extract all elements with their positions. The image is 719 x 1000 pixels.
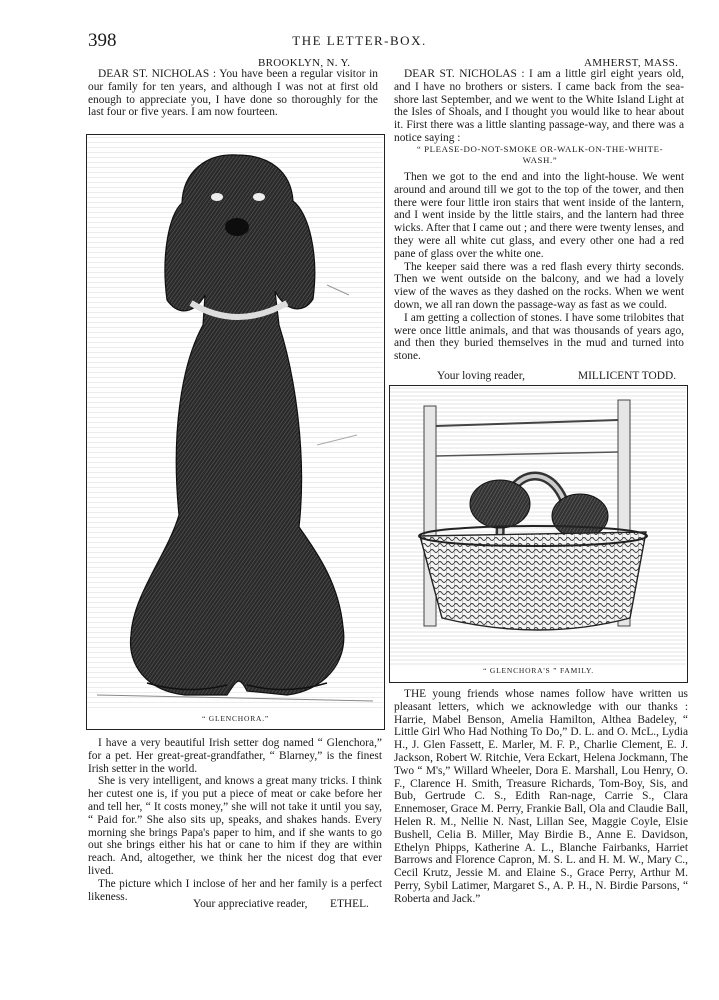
letter2-signature: MILLICENT TODD. [578, 370, 677, 382]
notice-text: “ PLEASE-DO-NOT-SMOKE OR-WALK-ON-THE-WHITE-WASH.” [416, 144, 664, 165]
page-number: 398 [88, 30, 117, 51]
dog-eye-left [211, 193, 223, 201]
glenchora-family-illustration [389, 385, 688, 683]
letter1-closing: Your appreciative reader, [193, 898, 308, 910]
letter2-salutation: DEAR ST. NICHOLAS : [404, 68, 525, 80]
glenchora-family-caption: “ GLENCHORA'S ” FAMILY. [483, 666, 594, 675]
chair-post-left [424, 406, 436, 626]
letter1-opening [88, 68, 378, 119]
acknowledgment-names: Harrie, Mabel Benson, Amelia Hamilton, Althea Badeley, “ Little Girl Who Had Nothing To Do,” D. L. and O. McL., Lydia H., J. Glen Fassett, E. Marler, M. F. P., Charlie Clement, E. J. Jackson, Robert W. Ritchie, Vera Eckart, Helena Jockmann, The Two “ M's,” Willard Wheeler, Dora E. Marshall, Lou Henry, O. F., Clarence H. Smith, Treasure Richards, Tom-Boy, Sis, and Bub, Gertrude C. S., Edith Ran-nage, Carrie S., Clara Ennemoser, Grace M. Perry, Frankie Ball, Ola and Claudie Ball, Helen R. M., Nellie N. Nast, Lillan See, Maggie Coyle, Elsie Bushell, Celia B. Miller, May Birdie B., Anne E. Davidson, Ethelyn Phipps, Katherine A. L., Blanche Fairbanks, Harriet Barrows and Florence Capron, M. S. L. and H. M. W., Mary C., Cecil Krutz, Jessie M. and Elaine S., Grace Perry, Arthur M. Perry, Sybil Latimer, Margaret S., A. P. H., N. Birdie Parsons, “ Roberta and Jack.” [394, 713, 688, 905]
letter1-salutation: DEAR ST. NICHOLAS : [98, 68, 217, 80]
puppy-two [552, 494, 608, 538]
running-title: THE LETTER-BOX. [292, 33, 427, 48]
dog-nose [225, 218, 249, 236]
letter2-place: AMHERST, MASS. [584, 57, 679, 69]
acknowledgment-paragraph [394, 688, 688, 906]
letter1-opening-text: You have been a regular visitor in our family for ten years, and although I was not at first old enough to appreciate you, I have done so thoroughly for the last four or five years. I am now fourteen. [88, 68, 378, 119]
letter2-paragraph: Then we got to the end and into the light-house. We went around and around till we got to the top of the tower, and then there were four little iron stairs that went inside of the lantern, and I went inside by the little stairs, and the lantern had three wicks. After that I came out ; and there were twenty lenses, and they were all white cut glass, and every other one had a red pane of glass over the white one. [394, 171, 684, 260]
letter2-closing: Your loving reader, [437, 370, 525, 382]
letter1-paragraph: She is very intelligent, and knows a great many tricks. I think her cutest one is, if you put a piece of meat or cake before her and tell her, “ It costs money,” she will not take it until you say, “ Paid for.” She also sits up, speaks, and shakes hands. Every morning she brings Papa's paper to him, and if she wants to go out she brings either his hat or cane to him if they are within reach. And, altogether, we think her the nicest dog that ever lived. [88, 775, 382, 877]
letter2-paragraph: I am getting a collection of stones. I have some trilobites that were once little animals, and that was thousands of years ago, and then they buried themselves in the mud and turned into stone. [394, 311, 684, 363]
puppy-one [470, 480, 530, 528]
letter1-signature: ETHEL. [330, 898, 369, 910]
letter1-place: BROOKLYN, N. Y. [258, 57, 351, 69]
letter2-opening [394, 68, 684, 145]
letter1-paragraph: The picture which I inclose of her and her family is a perfect likeness. [88, 877, 382, 903]
dog-eye-right [253, 193, 265, 201]
letter2-body [394, 171, 684, 363]
letter2-opening-text: I am a little girl eight years old, and I have no brothers or sisters. I came back from the sea-shore last September, and we went to the White Island Light at the Isles of Shoals, and I thought you would like to hear about it. First there was a little slanting passage-way, and there was a notice saying : [394, 68, 684, 144]
setter-dog-drawing [87, 135, 383, 710]
acknowledgment-lead: THE young friends whose names follow have written us pleasant letters, which we acknowledge with our thanks : [394, 688, 688, 713]
letter1-body [88, 737, 382, 903]
glenchora-illustration [86, 134, 385, 730]
glenchora-caption: “ GLENCHORA.” [201, 714, 270, 723]
letter1-paragraph: I have a very beautiful Irish setter dog named “ Glenchora,” for a pet. Her great-great-grandfather, “ Blarney,” is the finest Irish setter in the world. [88, 737, 382, 775]
letter2-paragraph: The keeper said there was a red flash every thirty seconds. Then we went outside on the balcony, and we had a lovely view of the waves as they dashed on the rocks. When we went down, we all ran down the passage-way as fast as we could. [394, 260, 684, 311]
puppies-basket-drawing [390, 386, 686, 666]
